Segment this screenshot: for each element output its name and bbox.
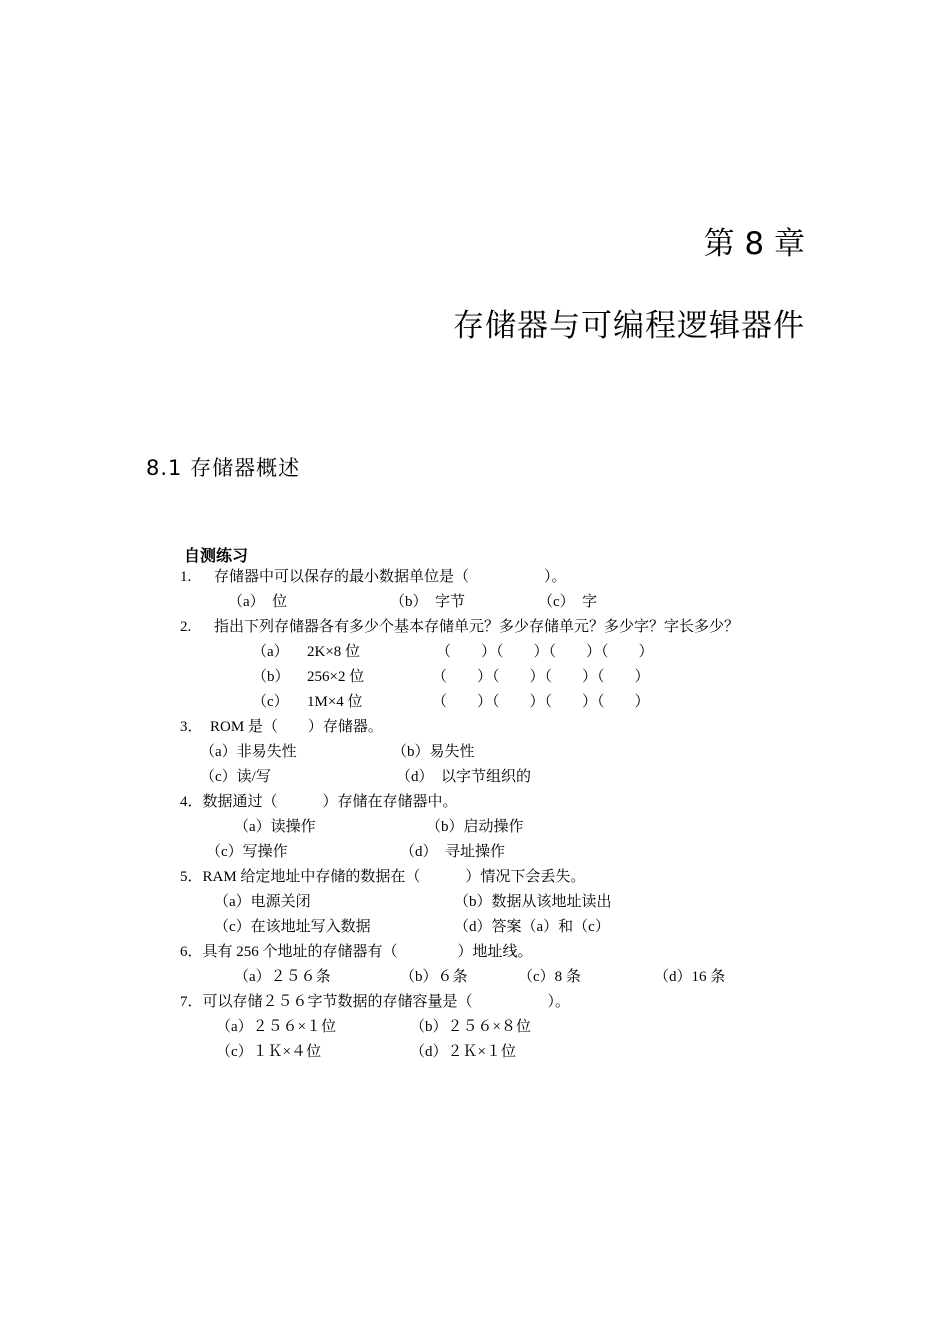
option-text: （d） 寻址操作 bbox=[400, 844, 506, 860]
chapter-label: 第 8 章 bbox=[703, 226, 805, 262]
option-label: （c） bbox=[252, 694, 289, 710]
question-number: 1. bbox=[180, 569, 192, 585]
option-value: 256×2 位 bbox=[307, 669, 365, 685]
option-text: （a）２５６×１位 bbox=[216, 1019, 337, 1035]
question-text: 7．可以存储２５６字节数据的存储容量是（ ）。 bbox=[180, 994, 571, 1010]
option-text: （d）答案（a）和（c） bbox=[454, 919, 610, 935]
option-text: （b）易失性 bbox=[392, 744, 475, 760]
option-text: （d）16 条 bbox=[654, 969, 726, 985]
option-text: （b）６条 bbox=[400, 969, 468, 985]
option-text: （c）8 条 bbox=[518, 969, 581, 985]
option-text: （d）２Ｋ×１位 bbox=[410, 1044, 516, 1060]
option-text: （a）读操作 bbox=[234, 819, 316, 835]
answer-blanks: （ ）（ ）（ ）（ ） bbox=[432, 669, 650, 685]
option-text: （c） 字 bbox=[538, 594, 598, 610]
option-value: 1M×4 位 bbox=[307, 694, 363, 710]
option-text: （a）电源关闭 bbox=[214, 894, 311, 910]
section-heading: 8.1 存储器概述 bbox=[146, 456, 301, 480]
answer-blanks: （ ）（ ）（ ）（ ） bbox=[432, 694, 650, 710]
option-text: （d） 以字节组织的 bbox=[396, 769, 532, 785]
option-text: （a）２５６条 bbox=[234, 969, 331, 985]
option-value: 2K×8 位 bbox=[307, 644, 361, 660]
question-text: 6．具有 256 个地址的存储器有（ ）地址线。 bbox=[180, 944, 533, 960]
option-text: （b）数据从该地址读出 bbox=[454, 894, 612, 910]
option-text: （a） 位 bbox=[228, 594, 288, 610]
option-text: （c）在该地址写入数据 bbox=[214, 919, 371, 935]
chapter-title: 存储器与可编程逻辑器件 bbox=[453, 308, 805, 344]
option-text: （b）２５６×８位 bbox=[410, 1019, 531, 1035]
question-text: 4．数据通过（ ）存储在存储器中。 bbox=[180, 794, 458, 810]
option-text: （c）读/写 bbox=[200, 769, 271, 785]
option-text: （b） 字节 bbox=[390, 594, 466, 610]
question-text: 5．RAM 给定地址中存储的数据在（ ）情况下会丢失。 bbox=[180, 869, 586, 885]
option-text: （c）１Ｋ×４位 bbox=[216, 1044, 322, 1060]
question-text: 指出下列存储器各有多少个基本存储单元？多少存储单元？多少字？字长多少？ bbox=[214, 619, 740, 635]
option-text: （b）启动操作 bbox=[426, 819, 524, 835]
question-number: 2. bbox=[180, 619, 192, 635]
option-label: （a） bbox=[252, 644, 289, 660]
answer-blanks: （ ）（ ）（ ）（ ） bbox=[436, 644, 654, 660]
option-text: （a）非易失性 bbox=[200, 744, 297, 760]
option-text: （c）写操作 bbox=[206, 844, 288, 860]
exercise-heading: 自测练习 bbox=[184, 546, 249, 565]
question-text: 存储器中可以保存的最小数据单位是（ ）。 bbox=[214, 569, 567, 585]
question-text: 3． ROM 是（ ）存储器。 bbox=[180, 719, 383, 735]
option-label: （b） bbox=[252, 669, 290, 685]
